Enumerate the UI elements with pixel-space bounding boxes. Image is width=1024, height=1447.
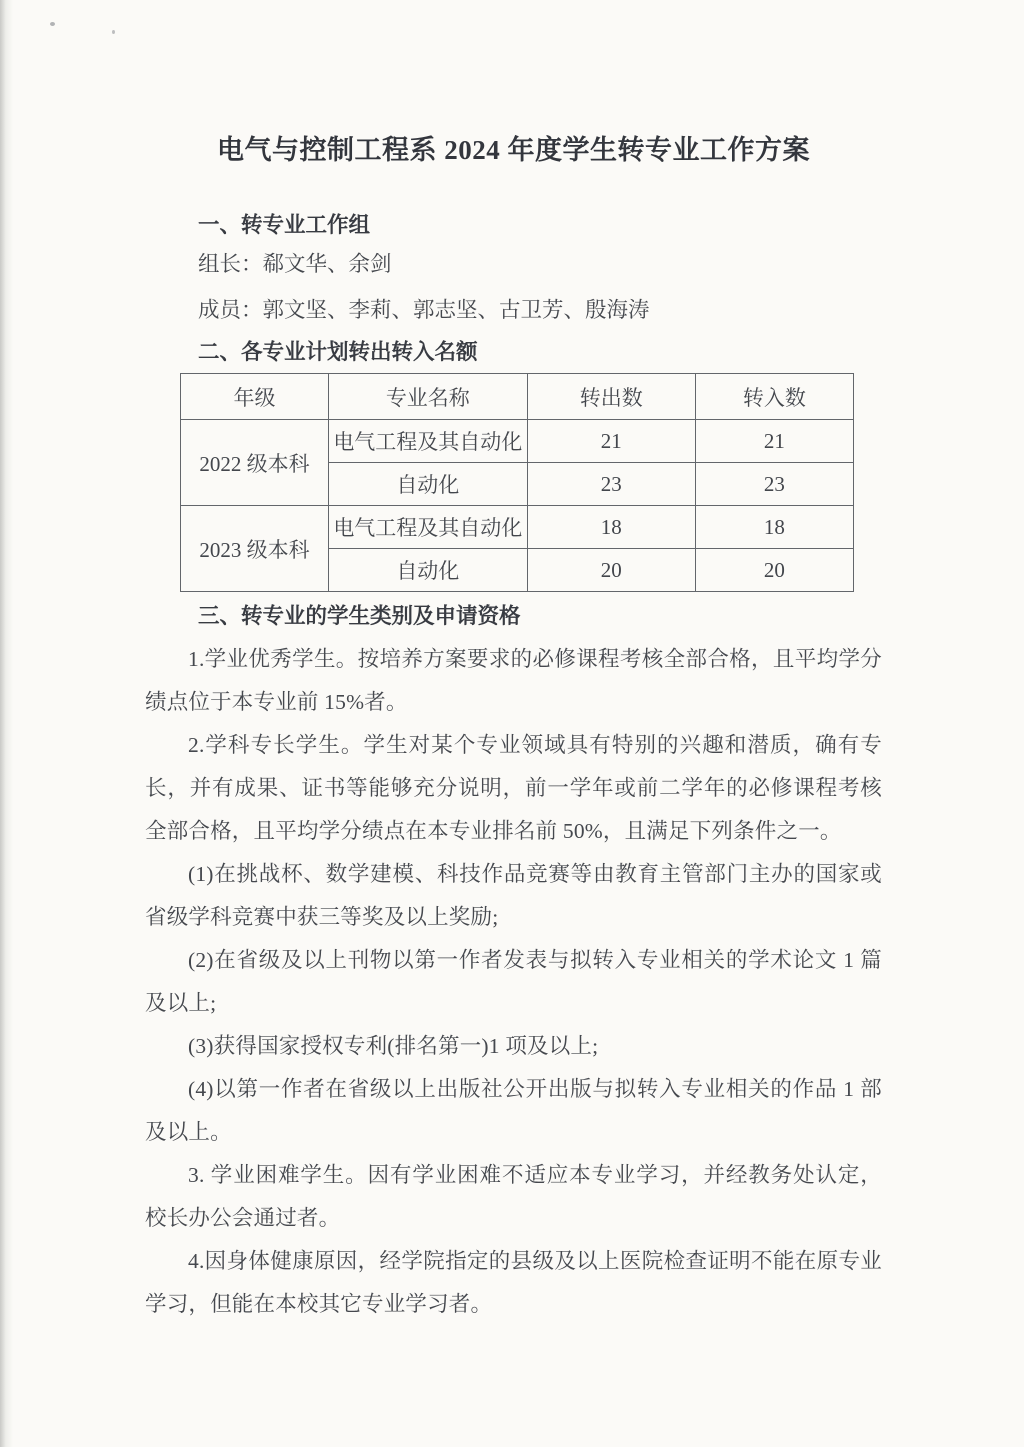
paragraph-1: 1.学业优秀学生。按培养方案要求的必修课程考核全部合格，且平均学分绩点位于本专业前 15%者。 [145,647,882,714]
group-leader-line: 组长：郗文华、余剑 [198,252,392,276]
section2-heading: 二、各专业计划转出转入名额 [198,340,478,364]
group-members-line: 成员：郭文坚、李莉、郭志坚、古卫芳、殷海涛 [198,298,650,322]
cell-grade-2022: 2022 级本科 [181,420,329,506]
cell-major: 自动化 [329,463,528,506]
section3-heading: 三、转专业的学生类别及申请资格 [198,604,521,628]
scan-speck [112,30,115,34]
table-row [181,420,854,463]
section3-body [145,638,882,1326]
paragraph-5: (3)获得国家授权专利(排名第一)1 项及以上; [188,1034,599,1058]
cell-major: 电气工程及其自动化 [329,506,528,549]
header-grade: 年级 [181,374,329,420]
cell-in: 23 [695,463,853,506]
paragraph-8: 4.因身体健康原因，经学院指定的县级及以上医院检查证明不能在原专业学习，但能在本校其它专业学习者。 [145,1249,882,1316]
paragraph-7: 3. 学业困难学生。因有学业困难不适应本专业学习，并经教务处认定，校长办公会通过者。 [145,1163,882,1230]
scan-page-edge [0,0,13,1447]
cell-out: 21 [527,420,695,463]
cell-major: 自动化 [329,549,528,592]
scan-speck [50,22,55,26]
table-row [181,506,854,549]
paragraph-2: 2.学科专长学生。学生对某个专业领域具有特别的兴趣和潜质，确有专长，并有成果、证书等能够充分说明，前一学年或前二学年的必修课程考核全部合格，且平均学分绩点在本专业排名前 50%，且满足下列条件之一。 [145,733,882,843]
cell-in: 20 [695,549,853,592]
table-header-row [181,374,854,420]
paragraph-4: (2)在省级及以上刊物以第一作者发表与拟转入专业相关的学术论文 1 篇及以上; [145,948,882,1015]
header-major: 专业名称 [329,374,528,420]
header-in-count: 转入数 [695,374,853,420]
paragraph-6: (4)以第一作者在省级以上出版社公开出版与拟转入专业相关的作品 1 部及以上。 [145,1077,882,1144]
section1-heading: 一、转专业工作组 [198,213,371,237]
header-out-count: 转出数 [527,374,695,420]
cell-major: 电气工程及其自动化 [329,420,528,463]
paragraph-3: (1)在挑战杯、数学建模、科技作品竞赛等由教育主管部门主办的国家或省级学科竞赛中获三等奖及以上奖励; [145,862,882,929]
cell-grade-2023: 2023 级本科 [181,506,329,592]
cell-out: 20 [527,549,695,592]
document-title: 电气与控制工程系 2024 年度学生转专业工作方案 [217,135,810,165]
cell-in: 21 [695,420,853,463]
quota-table [180,373,854,592]
cell-out: 23 [527,463,695,506]
cell-out: 18 [527,506,695,549]
document-page [145,0,882,1326]
cell-in: 18 [695,506,853,549]
